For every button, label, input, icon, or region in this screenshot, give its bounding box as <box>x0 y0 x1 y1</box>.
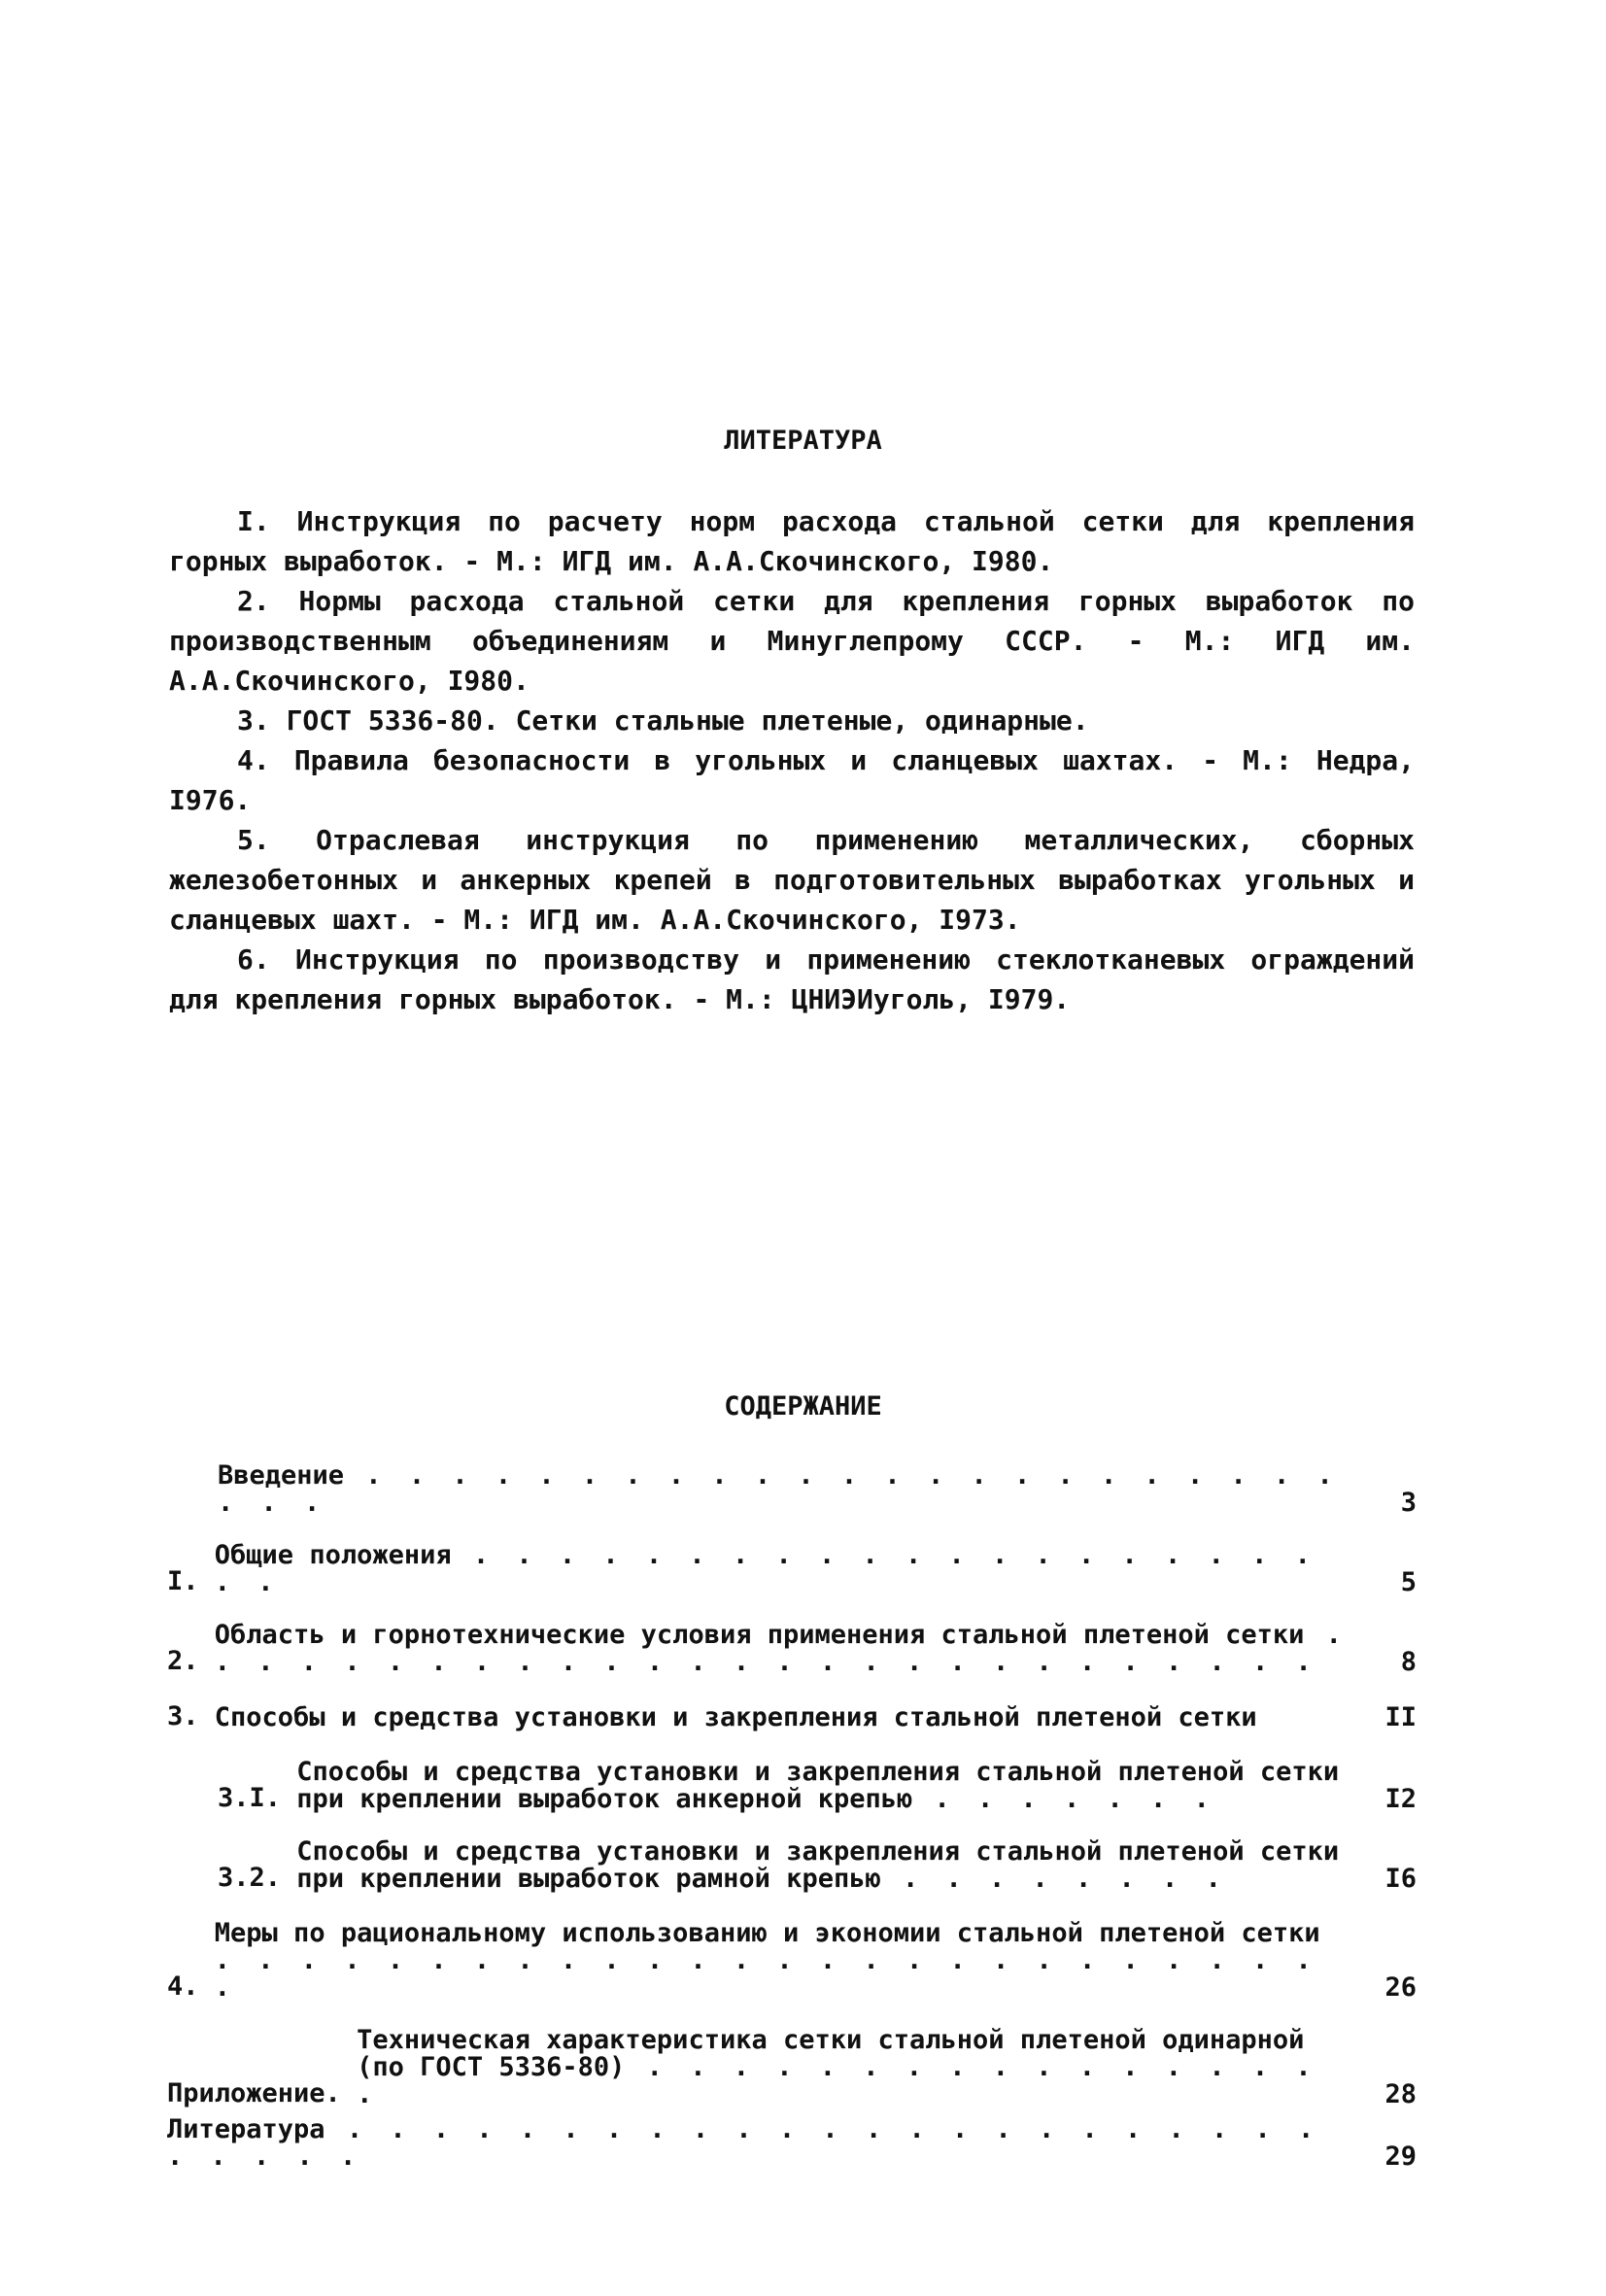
leader-dots: . . . . . . . . <box>880 1864 1227 1894</box>
toc-entry <box>167 1701 1417 1731</box>
toc-entry-number: 3.I. <box>218 1783 297 1813</box>
toc-entry <box>167 1462 1417 1517</box>
literature-list <box>169 501 1415 1019</box>
toc-entry-number: 3.2. <box>218 1863 297 1893</box>
toc-entry <box>167 1542 1417 1596</box>
toc-entry-title: Литература <box>167 2114 325 2144</box>
toc-entry-title: Введение <box>218 1460 345 1491</box>
leader-dots: . . . . . . . . . . . . . . . . . <box>357 2052 1317 2109</box>
leader-dots: . . . . . . . . . . . . . . . . . . . . . . <box>214 1540 1316 1597</box>
toc-entry-number: 3. <box>167 1701 215 1731</box>
contents-heading: СОДЕРЖАНИЕ <box>724 1391 882 1422</box>
literature-item: 5. Отраслевая инструкция по применению металлических, сборных железобетонных и анкерных крепей в подготовительных выработках угольных и сланцевых шахт. - М.: ИГД им. А.А.Скочинского, I973. <box>169 824 1415 936</box>
literature-item: 2. Нормы расхода стальной сетки для крепления горных выработок по производственным объединениям и Минуглепрому СССР. - М.: ИГД им. А.А.Скочинского, I980. <box>169 585 1415 697</box>
leader-dots: . . . . . . . . . . . . . . . . . . . . . . . . . . . . <box>167 2114 1320 2172</box>
toc-entry-page: I6 <box>1384 1864 1417 1894</box>
toc-entry-number: 2. <box>167 1646 215 1676</box>
toc-entry-page: 3 <box>1400 1488 1417 1518</box>
toc-entry <box>167 1920 1417 2002</box>
toc-entry-number: I. <box>167 1566 215 1596</box>
toc-entry <box>167 1759 1417 1813</box>
toc-entry-page: 5 <box>1400 1567 1417 1597</box>
leader-dots: . . . . . . . <box>912 1784 1215 1814</box>
toc-entry-title: Способы и средства установки и закрепления стальной плетеной сетки <box>214 1702 1257 1732</box>
toc-entry <box>167 2116 1417 2171</box>
toc-entry-page: 28 <box>1384 2079 1417 2109</box>
literature-heading: ЛИТЕРАТУРА <box>724 426 882 456</box>
leader-dots: . . . . . . . . . . . . . . . . . . . . . . . . . . <box>218 1460 1339 1518</box>
toc-entry-title: Техническая характеристика сетки стальной плетеной одинарной (по ГОСТ 5336-80) <box>357 2025 1305 2082</box>
toc-entry-title: Меры по рациональному использованию и экономии стальной плетеной сетки <box>214 1918 1320 1948</box>
toc-entry-title: Способы и средства установки и закрепления стальной плетеной сетки при креплении выработок анкерной крепью <box>296 1757 1340 1814</box>
toc-entry <box>167 1622 1417 1676</box>
leader-dots: . . . . . . . . . . . . . . . . . . . . . . . . . . . <box>214 1945 1317 2003</box>
toc-entry-page: I2 <box>1384 1784 1417 1814</box>
toc-entry <box>167 2027 1417 2108</box>
toc-entry-page: 8 <box>1400 1647 1417 1677</box>
table-of-contents <box>167 1462 1417 2171</box>
toc-entry-title: Общие положения <box>214 1540 452 1570</box>
leader-dots: . . . . . . . . . . . . . . . . . . . . . . . . . . . <box>214 1620 1348 1677</box>
literature-item: I. Инструкция по расчету норм расхода стальной сетки для крепления горных выработок. - М.: ИГД им. А.А.Скочинского, I980. <box>169 505 1415 577</box>
toc-entry-title: Способы и средства установки и закрепления стальной плетеной сетки при креплении выработок рамной крепью <box>296 1836 1340 1894</box>
literature-item: 3. ГОСТ 5336-80. Сетки стальные плетеные, одинарные. <box>237 704 1089 737</box>
toc-entry-number: 4. <box>167 1971 215 2002</box>
toc-entry-title: Область и горнотехнические условия применения стальной плетеной сетки <box>214 1620 1305 1650</box>
literature-item: 4. Правила безопасности в угольных и сланцевых шахтах. - М.: Недра, I976. <box>169 744 1415 816</box>
toc-entry-page: 26 <box>1384 1972 1417 2003</box>
literature-item: 6. Инструкция по производству и применению стеклотканевых ограждений для крепления горных выработок. - М.: ЦНИЭИуголь, I979. <box>169 943 1415 1015</box>
toc-entry-page: II <box>1384 1702 1417 1732</box>
toc-entry <box>167 1838 1417 1893</box>
toc-entry-page: 29 <box>1384 2142 1417 2172</box>
toc-entry-number: Приложение. <box>167 2078 358 2108</box>
